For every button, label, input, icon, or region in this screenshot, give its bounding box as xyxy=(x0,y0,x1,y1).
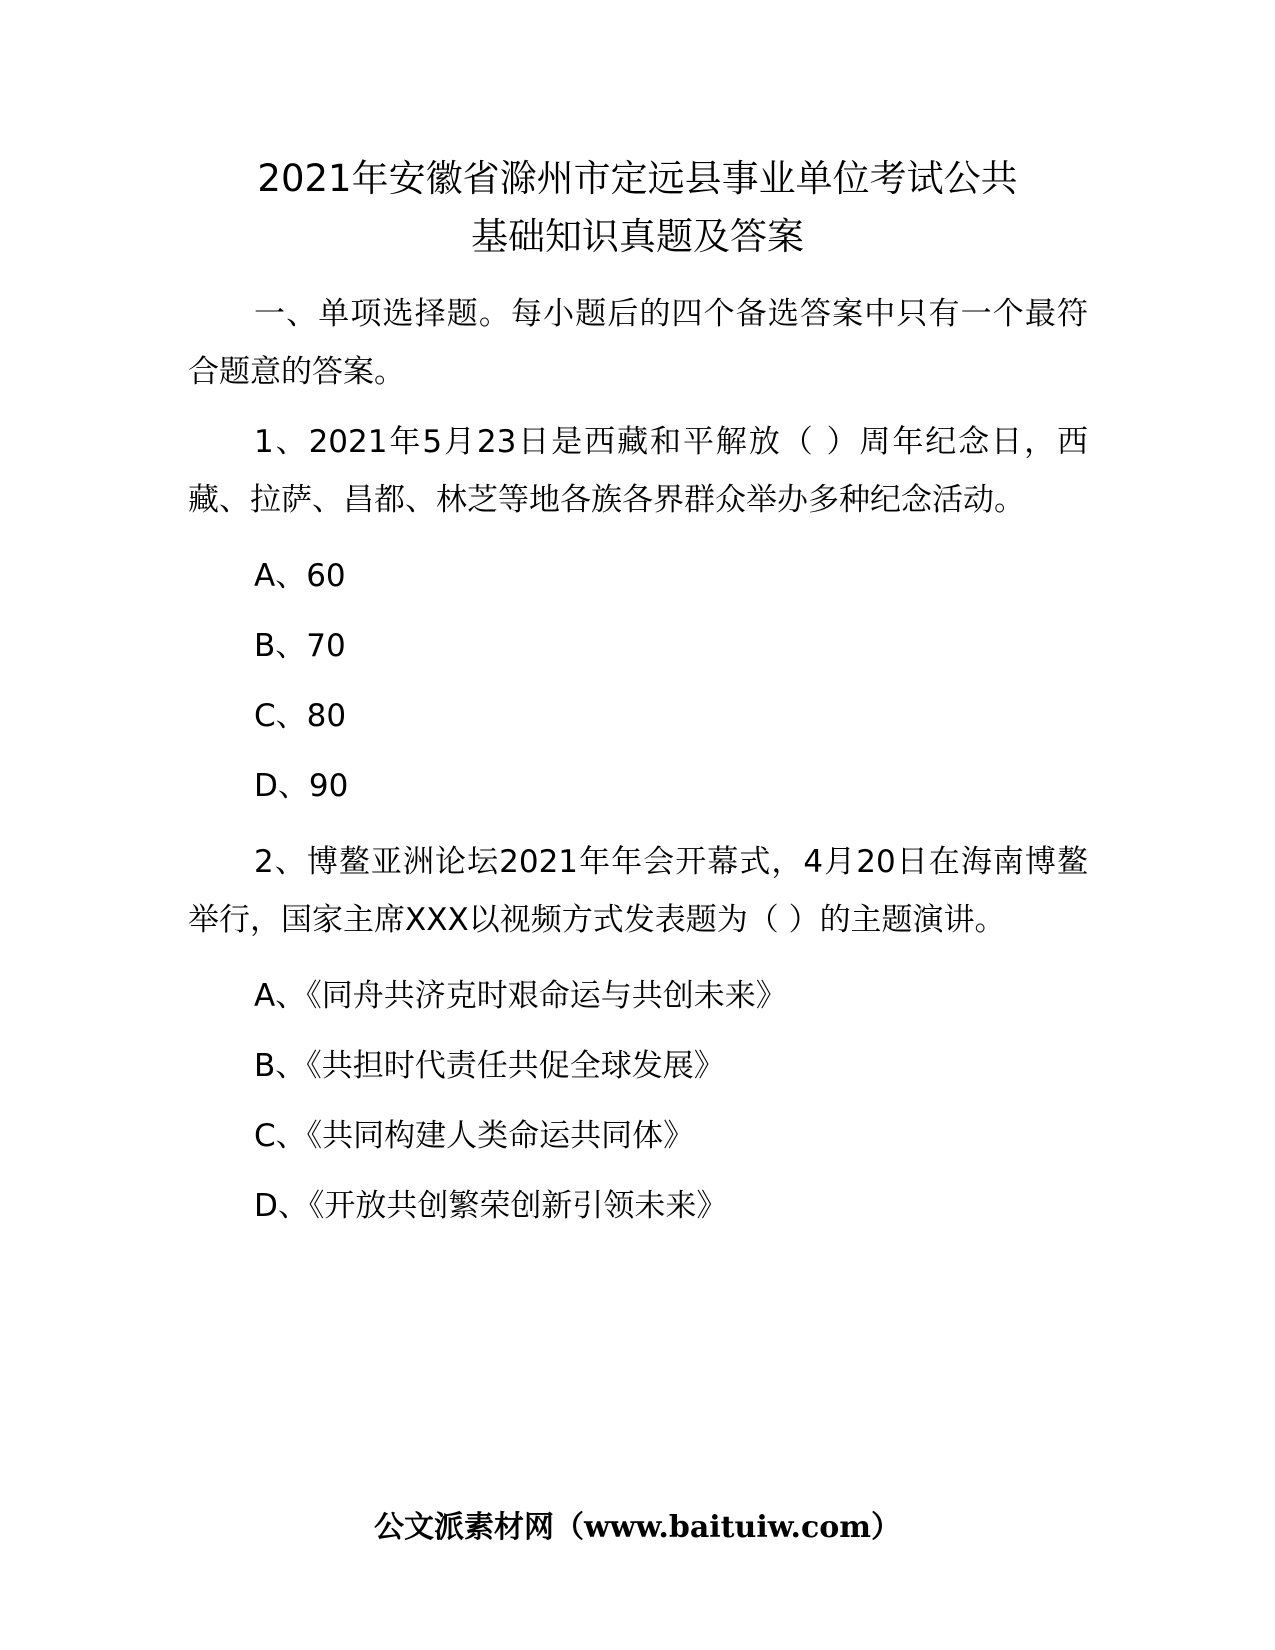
question-1-option-b: B、70 xyxy=(254,628,346,664)
page-title xyxy=(140,150,1135,266)
question-2-option-b: B、《共担时代责任共促全球发展》 xyxy=(254,1048,725,1084)
footer-watermark: 公文派素材网（www.baituiw.com） xyxy=(373,1510,902,1545)
question-2-option-c: C、《共同构建人类命运共同体》 xyxy=(254,1118,695,1154)
title-line-1: 2021年安徽省滁州市定远县事业单位考试公共 xyxy=(257,157,1018,200)
question-2-option-a: A、《同舟共济克时艰命运与共创未来》 xyxy=(254,978,787,1014)
section-intro: 一、单项选择题。每小题后的四个备选答案中只有一个最符合题意的答案。 xyxy=(188,296,1088,390)
title-line-2: 基础知识真题及答案 xyxy=(471,215,804,258)
question-1-stem: 1、2021年5月23日是西藏和平解放（ ）周年纪念日，西藏、拉萨、昌都、林芝等地各族各界群众举办多种纪念活动。 xyxy=(188,424,1088,518)
question-2-option-d: D、《开放共创繁荣创新引领未来》 xyxy=(254,1188,728,1224)
question-1-option-d: D、90 xyxy=(254,768,349,804)
question-1-option-a: A、60 xyxy=(254,558,346,594)
question-2-stem: 2、博鳌亚洲论坛2021年年会开幕式，4月20日在海南博鳌举行，国家主席XXX以视频方式发表题为（ ）的主题演讲。 xyxy=(188,844,1088,938)
question-1-option-c: C、80 xyxy=(254,698,347,734)
document-body xyxy=(188,285,1088,1241)
